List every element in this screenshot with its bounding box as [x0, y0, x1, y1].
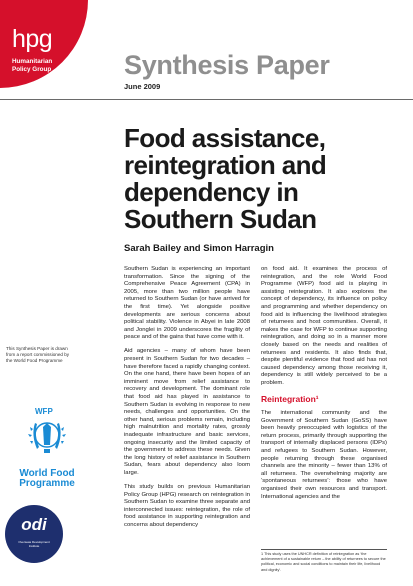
hpg-logo-subtitle: [12, 58, 52, 73]
odi-logo-text: odi: [21, 515, 47, 534]
header-rule: [0, 99, 413, 100]
title-line-4: Southern Sudan: [124, 204, 317, 234]
publication-date: June 2009: [124, 82, 161, 91]
odi-logo-subtitle: Overseas Development Institute: [18, 540, 50, 548]
hpg-logo: [0, 0, 88, 88]
hpg-logo-line2: Policy Group: [12, 65, 52, 73]
footnote: 1 This study uses the UNHCR definition of reintegration as ‘the achievement of a sustainable return – the ability of returnees to secure the political, economic and social conditions to maintain their life, livelihood and dignity’.: [261, 552, 386, 572]
paragraph: Southern Sudan is experiencing an important transformation. Since the signing of the Comprehensive Peace Agreement (CPA) in 2005, more than two million people have returned to Southern Sudan (or have arrived for the first time). Yet alongside positive developments are serious concerns about political stability. Violence in Abyei in late 2008 and Jonglei in 2009 underscores the fragility of peace and of the gains that have come with it.: [124, 266, 250, 341]
footnote-rule: [261, 549, 387, 550]
sidebar-note: This Synthesis Paper is drawn from a report commissioned by the World Food Programme: [6, 346, 70, 364]
authors: Sarah Bailey and Simon Harragin: [124, 243, 274, 254]
paragraph: on food aid. It examines the process of reintegration, and the role World Food Programme (WFP) food aid is playing in assisting reintegration. It also explores the concept of dependency, its influence on policy and programming and whether dependency on food aid is influencing the livelihood strategies of returnees and host communities. Overall, it makes the case for WFP to continue supporting reintegration, and doing so in a manner more closely based on the needs and realities of returnees and residents. It also finds that, despite plentiful evidence that food aid has not caused dependency among those receiving it, dependency is still widely perceived to be a problem.: [261, 266, 387, 386]
wfp-acronym: WFP: [35, 407, 53, 416]
wfp-name: [14, 469, 80, 489]
series-title: Synthesis Paper: [124, 50, 330, 80]
wfp-name-line1: World Food: [19, 468, 75, 479]
title-line-3: dependency in: [124, 177, 299, 207]
paragraph: The international community and the Government of Southern Sudan (GoSS) have been heavily preoccupied with logistics of the return process, primarily through supporting the transport of internally displaced persons (IDPs) and refugees to Southern Sudan. However, people returning through these organised channels are the minority – fewer than 13% of all returnees. The overwhelming majority are ‘spontaneous returnees’: those who have organised their own resources and transport. International agencies and the: [261, 410, 387, 500]
title-line-2: reintegration and: [124, 150, 327, 180]
wfp-name-line2: Programme: [19, 478, 75, 489]
hpg-logo-text: hpg: [12, 25, 53, 53]
paragraph: This study builds on previous Humanitarian Policy Group (HPG) research on reintegration in Southern Sudan to examine three separate and interconnected issues: reintegration, the role of food assistance in supporting reintegration and concerns about dependency: [124, 484, 250, 528]
section-heading: Reintegration¹: [261, 394, 319, 404]
title-line-1: Food assistance,: [124, 123, 326, 153]
odi-logo: [5, 505, 63, 563]
paragraph: Aid agencies – many of whom have been present in Southern Sudan for two decades – have therefore faced a rapidly changing context. On the one hand, there have been hopes of an imminent move from relief assistance to recovery and development. The dominant role that food aid has played in assistance to Southern Sudan is evolving in response to new needs, challenges and opportunities. On the other hand, serious problems remain, including high malnutrition and mortality rates, grossly inadequate infrastructure and basic services, ongoing insecurity and the limited capacity of the government to address these needs. Given the long history of relief assistance in Southern Sudan, fears about dependency also loom large.: [124, 348, 250, 476]
hpg-logo-line1: Humanitarian: [12, 58, 53, 65]
body-column-right: [261, 266, 387, 508]
wfp-emblem-icon: [27, 405, 67, 461]
page-title: [124, 125, 326, 233]
body-column-left: [124, 266, 250, 536]
